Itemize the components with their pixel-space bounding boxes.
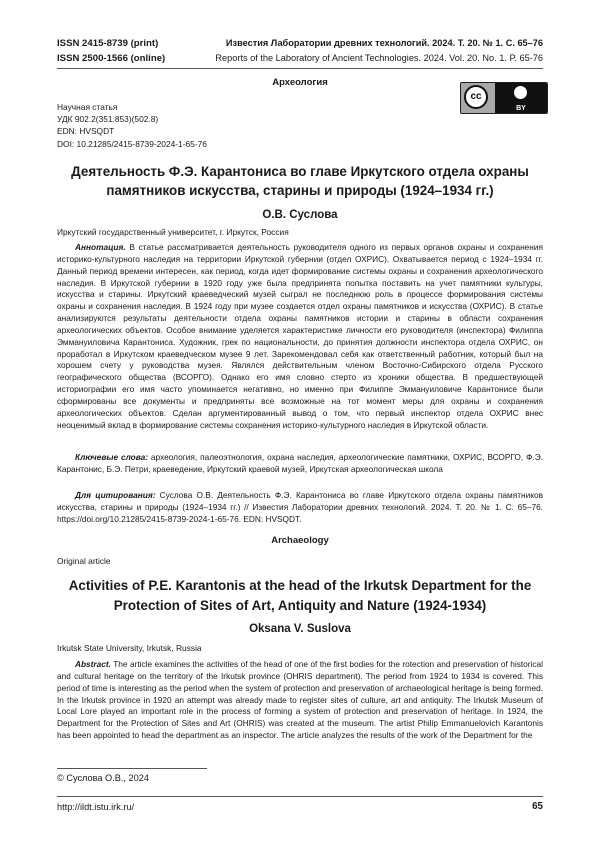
keywords-ru xyxy=(57,451,543,475)
issn-block xyxy=(57,36,165,66)
abstract-ru xyxy=(57,242,543,432)
abstract-text-ru: В статье рассматривается деятельность руководителя одного из первых органов охраны и сохранения историко-культурного наследия на территории Иркутской губернии (отдел ОХРИС). Охватывается период с 1924–1934 гг. Данный период времени интересен, как период, когда идет формирование системы охраны и сохранения археологического наследия. В Иркутской губернии в 1920 году уже была предпринята попытка поставить на учет памятники культуры, искусства и старины. Иркутский краеведческий музей сыграл не последнюю роль в процессе формирования системы охраны и сохранения наследия. В 1924 году при музее создается отдел охраны памятников и искусства (ОХРИС). В статье анализируются результаты деятельности отдела охраны памятников истории и старины в области сохранения археологических объектов. Особое внимание уделяется характеристике личности его руководителя (инспектора) Филиппа Эммануиловича Карантониса. Художник, грек по национальности, до принятия должности инспектора отдела ОХРИС, он проработал в Иркутском краеведческом музее 9 лет. Зарекомендовал себя как ответственный работник, который был на хорошем счету у руководства музея. Являлся действительным членом Восточно-Сибирского отдела Русского географического общества (ВСОРГО). Однако его имя словно стерто из хроники общества. В предшествующей историографии его имя часто упоминается негативно, но именно при Филиппе Эммануиловиче Карантонисе были сформированы все документы и предприняты все возможные на тот момент меры для охраны и сохранения археологических объектов. Сделан аргументированный вывод о том, что первый инспектор отдела ОХРИС внес неоценимый вклад в формирование системы сохранения историко-культурного наследия в Иркутской области. xyxy=(57,242,543,430)
footer-divider xyxy=(57,796,543,797)
abstract-label-en: Abstract. xyxy=(75,659,111,669)
article-metadata xyxy=(57,101,207,150)
journal-name-en: Reports of the Laboratory of Ancient Technologies. 2024. Vol. 20. No. 1. P. 65-76 xyxy=(215,53,543,63)
issn-online: ISSN 2500-1566 (online) xyxy=(57,53,166,64)
footnote-divider xyxy=(57,768,207,769)
article-title-ru: Деятельность Ф.Э. Карантониса во главе Иркутского отдела охраны памятников искусства, старины и природы (1924–1934 гг.) xyxy=(71,164,529,198)
abstract-en xyxy=(57,659,543,742)
article-title-en: Activities of P.E. Karantonis at the head of the Irkutsk Department for the Protection of Sites of Art, Antiquity and Nature (1924-1934) xyxy=(68,578,532,613)
author-name-en: Oksana V. Suslova xyxy=(249,623,351,635)
abstract-text-en: The article examines the activities of the head of one of the first bodies for the rotection and preservation of historical and cultural heritage on the territory of the Irkutsk province (OHRIS department). The period from 1924 to 1934 is covered. This period of time is interesting as the period when the system of protection and preservation of archaeological heritage is being formed. In the Irkutsk province in 1920 an attempt was already made to register sites of culture, art and antiquity. The Irkutsk Museum of Local Lore played an important role in the process of forming a system of protection and preservation of heritage. In 1924, the Department for the Protection of Sites and Art (OHRIS) was created at the museum. The artist Philip Emmanuelovich Karantonis has been appointed to head the department as an inspector. The article analyzes the results of the work of the Department for the xyxy=(57,659,543,741)
attribution-person-icon xyxy=(513,85,528,100)
keywords-label-ru: Ключевые слова: xyxy=(75,452,149,462)
affiliation-en: Irkutsk State University, Irkutsk, Russia xyxy=(57,643,202,653)
citation-text-ru: Суслова О.В. Деятельность Ф.Э. Карантониса во главе Иркутского отдела охраны памятников искусства, старины и природы (1924–1934 гг.) // Известия Лаборатории древних технологий. 2024. Т. 20. № 1. С. 65–76. https://doi.org/10.21285/2415-8739-2024-1-65-76. EDN: HVSQDT. xyxy=(57,490,543,524)
journal-url-link[interactable]: http://ildt.istu.irk.ru/ xyxy=(57,802,135,812)
abstract-label-ru: Аннотация. xyxy=(75,242,126,252)
cc-by-label: BY xyxy=(495,104,547,113)
article-type-en: Original article xyxy=(57,556,111,566)
section-heading-ru: Археология xyxy=(272,77,328,88)
cc-by-license-badge[interactable] xyxy=(460,82,548,114)
keywords-text-ru: археология, палеоэтнология, охрана наследия, археологические памятники, ОХРИС, ВСОРГО, Ф.Э. Карантонис, Б.Э. Петри, краеведение, Иркутский краевой музей, Иркутская археологическая школа xyxy=(57,452,543,474)
issn-print: ISSN 2415-8739 (print) xyxy=(57,38,159,49)
page-number: 65 xyxy=(532,801,543,812)
citation-ru xyxy=(57,489,543,525)
header-divider xyxy=(57,68,543,69)
affiliation-ru: Иркутский государственный университет, г. Иркутск, Россия xyxy=(57,227,289,237)
article-type-ru: Научная статья xyxy=(57,102,118,112)
copyright-notice: © Суслова О.В., 2024 xyxy=(57,773,149,783)
edn-code: EDN: HVSQDT xyxy=(57,126,115,137)
udk-code: УДК 902.2(351.853)(502.8) xyxy=(57,114,159,125)
doi-code: DOI: 10.21285/2415-8739-2024-1-65-76 xyxy=(57,138,207,149)
citation-label-ru: Для цитирования: xyxy=(75,490,156,500)
journal-name-ru: Известия Лаборатории древних технологий. 2024. Т. 20. № 1. С. 65–76 xyxy=(225,38,543,48)
author-name-ru: О.В. Суслова xyxy=(262,209,338,221)
journal-citation-header xyxy=(215,36,543,66)
cc-logo-icon: cc xyxy=(464,85,488,109)
section-heading-en: Archaeology xyxy=(271,535,329,546)
